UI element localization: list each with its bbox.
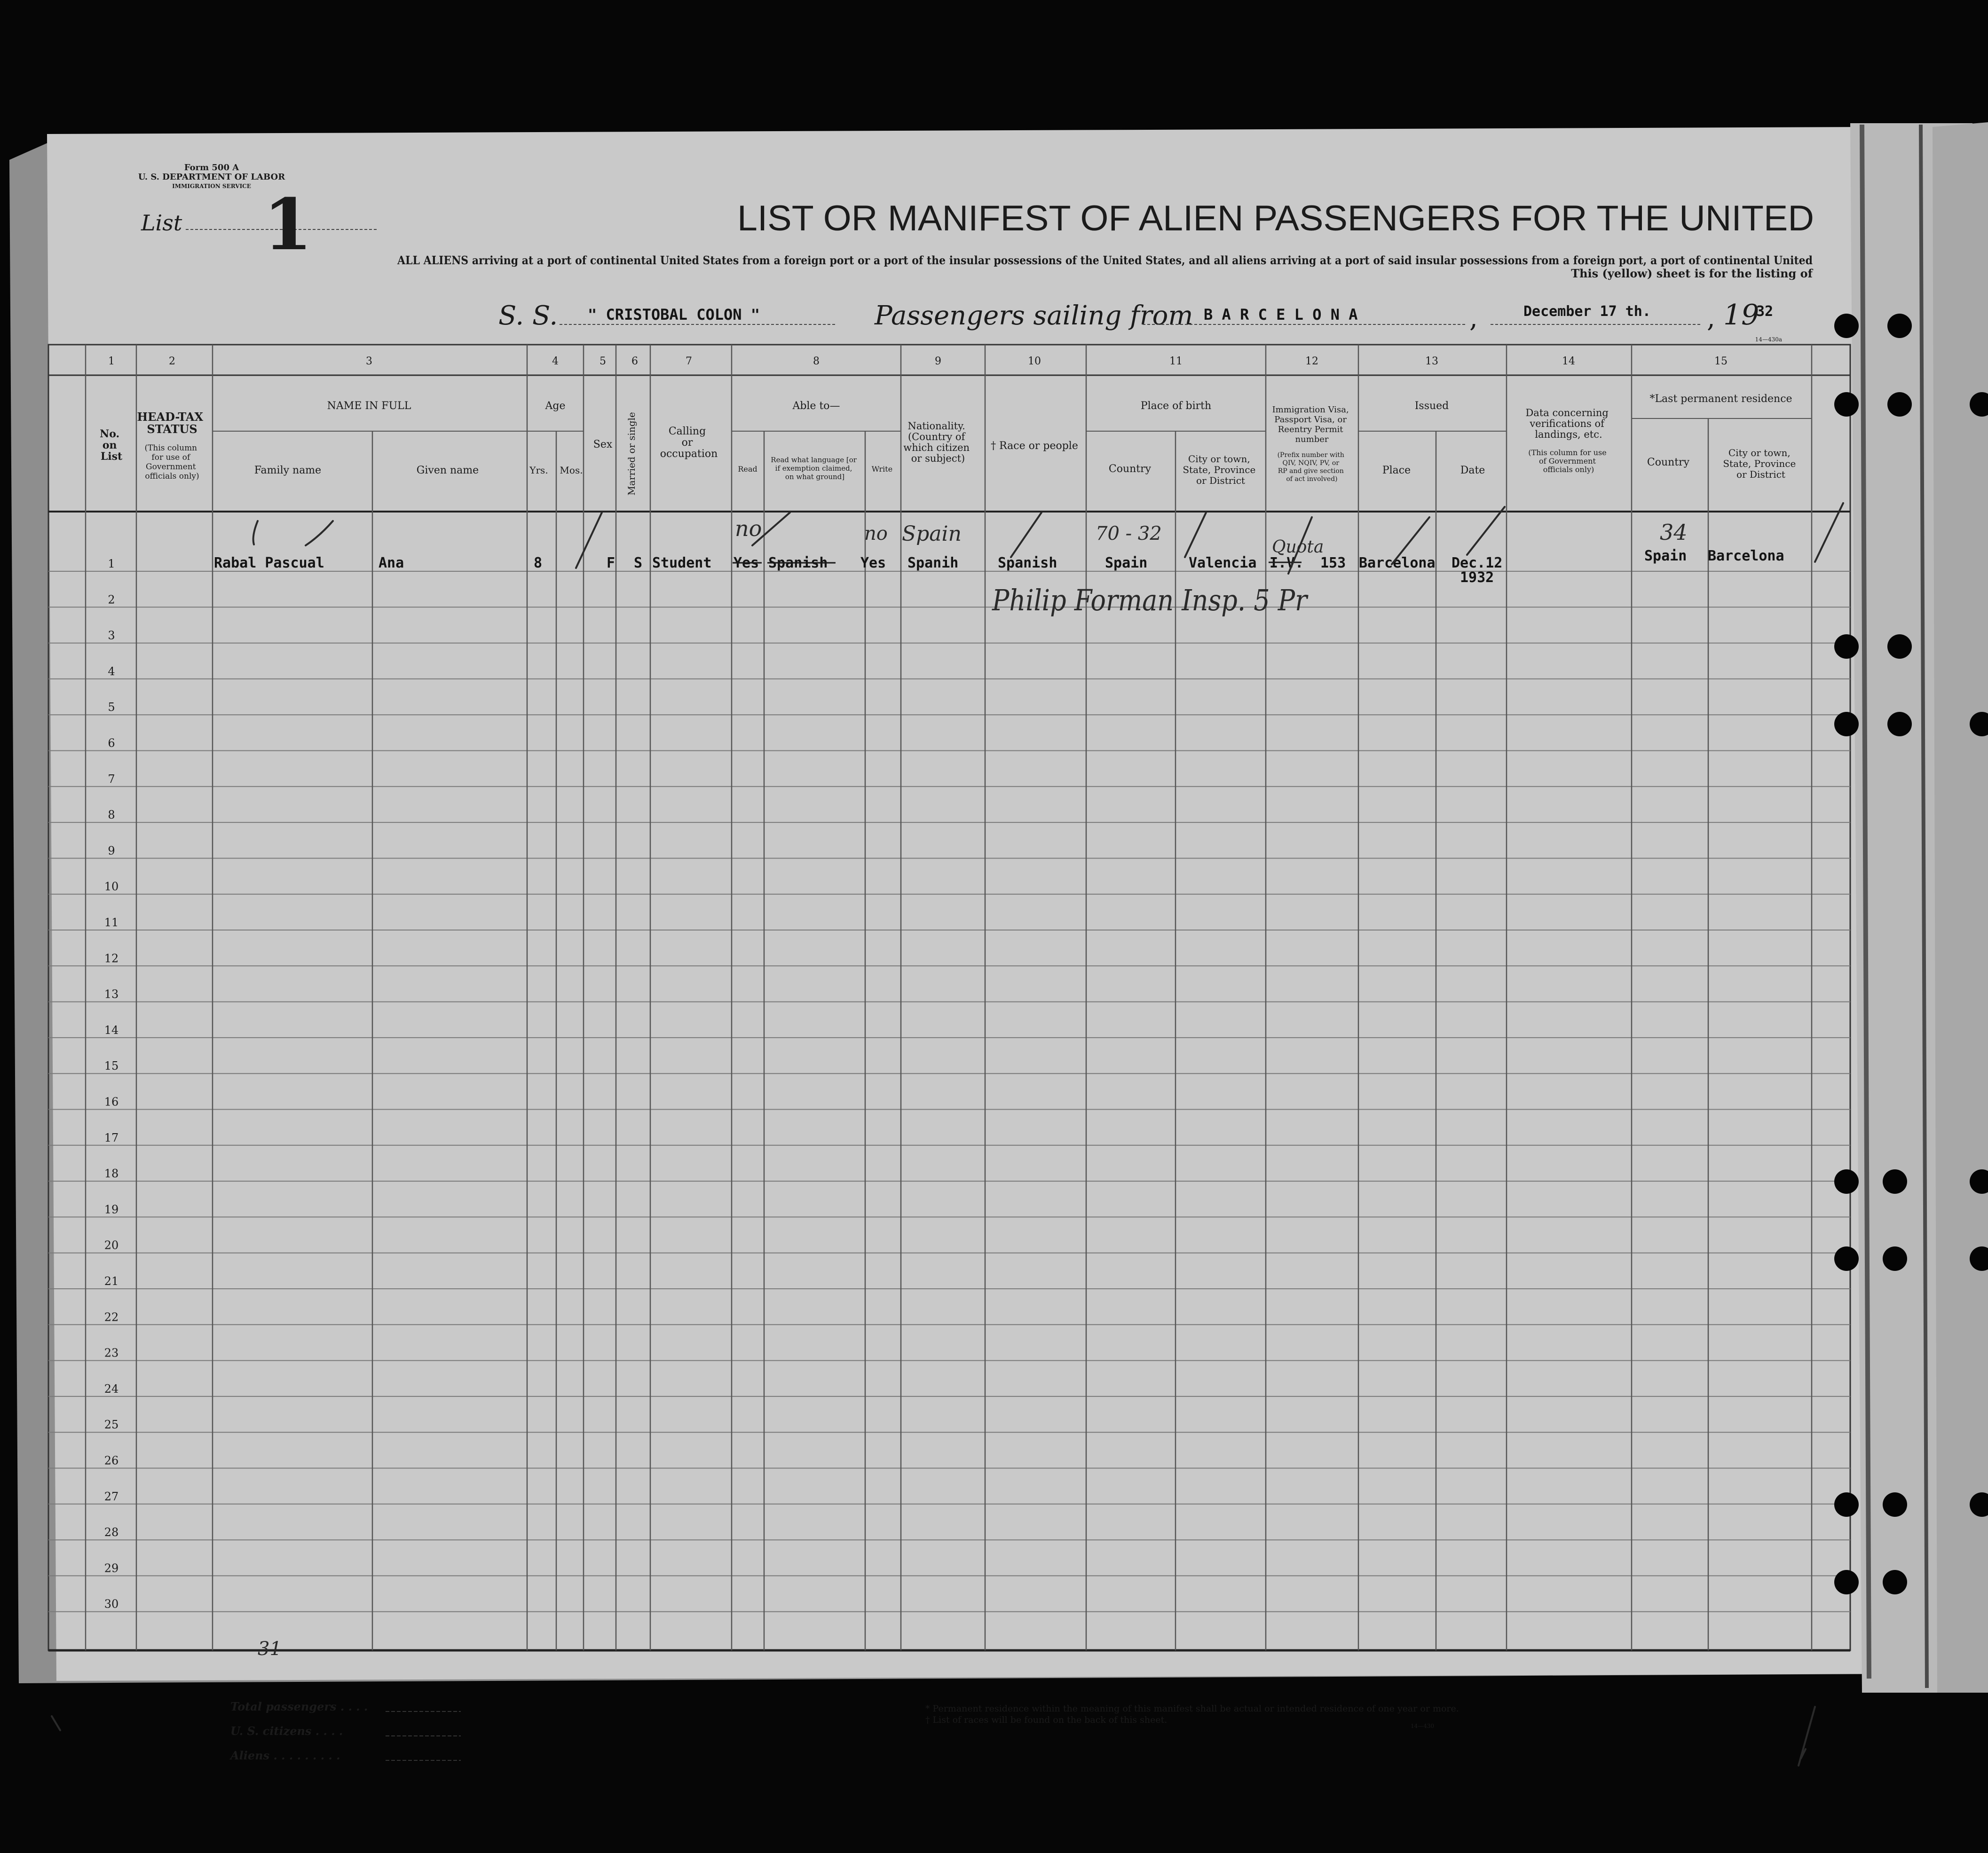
age-years: 8 [534,555,543,571]
birth-annotation: 70 - 32 [1096,523,1162,544]
column-number: 5 [600,355,606,367]
row-number: 27 [104,1490,119,1503]
header-yrs: Yrs. [529,465,548,476]
year-suffix: 32 [1756,303,1774,320]
header-nationality: Nationality. (Country of which citizen or subject) [903,420,970,464]
manifest-subtitle-2: This (yellow) sheet is for the listing of [1571,267,1813,280]
header-mos: Mos. [560,465,583,476]
row-number: 24 [104,1382,119,1396]
given-name: Ana [379,555,404,571]
row-number: 12 [104,952,119,965]
punch-hole [1834,1492,1859,1517]
column-number: 4 [552,355,559,367]
punch-hole [1883,1169,1907,1194]
row-number: 13 [104,987,119,1001]
header-data-concerning: Data concerning verifications of landings, etc. [1525,407,1609,440]
us-citizens: U. S. citizens . . . . [230,1724,343,1738]
header-res-country: Country [1647,457,1690,468]
total-passengers: Total passengers . . . . [230,1700,368,1713]
header-res-city: City or town, State, Province or District [1723,447,1796,480]
header-no-on-list: No. on List [100,428,123,463]
column-number: 3 [366,355,372,367]
row-number: 29 [104,1561,119,1575]
margin-note: 31 [258,1638,282,1660]
header-last-residence: *Last permanent residence [1649,393,1792,405]
write: Yes [860,555,886,571]
header-visa-note: (Prefix number with QIV, NQIV, PV, or RP and give section of act involved) [1277,451,1344,483]
write-annotation: no [864,523,888,544]
punch-hole [1883,1246,1907,1271]
manifest-footer [229,1700,1459,1762]
race: Spanish [998,555,1057,571]
header-read: Read [738,465,757,473]
married-single: S [634,555,643,571]
row-number: 25 [104,1418,119,1432]
read: Yes [734,555,759,571]
row-number: 11 [104,916,119,929]
row-number: 18 [104,1167,119,1181]
row-number: 16 [104,1095,119,1109]
row-number: 15 [104,1059,119,1073]
header-issued-place: Place [1382,465,1411,476]
comma-2: , [1707,303,1715,333]
punch-hole [1834,1246,1859,1271]
birth-country: Spain [1105,555,1148,571]
row-number: 28 [104,1526,119,1539]
sex: F [607,555,615,571]
header-given-name: Given name [416,465,479,476]
sailing-date: December 17 th. [1523,303,1651,320]
issued-date-line-1: Dec.12 [1452,555,1503,571]
punch-hole [1834,1570,1859,1594]
punch-hole [1887,712,1912,736]
small-code: 14—430a [1755,336,1782,343]
punch-hole [1883,1492,1907,1517]
read-language: Spanish [768,555,828,571]
column-number: 13 [1425,355,1438,367]
row-number: 9 [108,844,115,858]
column-number: 6 [631,355,638,367]
column-number: 14 [1562,355,1575,367]
column-number: 10 [1028,355,1041,367]
row-number: 2 [108,593,115,607]
row-number: 1 [108,557,115,570]
row-number: 23 [104,1346,119,1360]
column-number: 1 [108,355,115,367]
row-number: 30 [104,1597,119,1611]
row-number: 21 [104,1275,119,1288]
header-age: Age [545,400,566,412]
punch-hole [1887,634,1912,659]
family-name: Rabal Pascual [214,555,324,571]
row-number: 19 [104,1203,119,1216]
column-number: 9 [935,355,941,367]
read-annotation: no [735,516,762,541]
immigration-service: IMMIGRATION SERVICE [172,183,251,189]
punch-hole [1834,1169,1859,1194]
header-visa: Immigration Visa, Passport Visa, or Reentry Permit number [1272,405,1349,444]
row-number: 22 [104,1310,119,1324]
header-race: † Race or people [991,440,1078,452]
far-right-sheet [1933,122,1988,1693]
ship-name: " CRISTOBAL COLON " [588,306,760,323]
visa-annotation: Quota [1272,537,1324,557]
paper-sheet [47,127,1885,1681]
birth-city: Valencia [1189,555,1257,571]
footnote-code: 14—430 [1411,1723,1435,1729]
sailing-label: Passengers sailing from [875,300,1193,331]
header-able-to: Able to— [792,400,840,412]
comma-1: , [1469,303,1478,333]
punch-hole [1834,634,1859,659]
row-number: 4 [108,664,115,678]
header-issued: Issued [1414,400,1449,412]
footer-tick-2 [1799,1707,1815,1766]
manifest-subtitle-1: ALL ALIENS arriving at a port of continental United States from a foreign port or a port of the insular possessions of the United States, and all aliens arriving at a port of said insular possessions from a foreign port, a port of continental United [397,253,1813,267]
row-number: 20 [104,1238,119,1252]
occupation: Student [652,555,712,571]
punch-hole [1887,392,1912,417]
row-number: 17 [104,1131,119,1144]
header-sex: Sex [593,439,613,450]
port-name: B A R C E L O N A [1204,306,1358,323]
punch-hole [1834,712,1859,736]
residence-annotation: 34 [1660,520,1688,545]
header-issued-date: Date [1460,465,1485,476]
year-prefix: 19 [1723,299,1759,331]
list-number: 1 [263,183,313,266]
header-birth-country: Country [1108,463,1152,475]
row-number: 5 [108,701,115,714]
row-number: 26 [104,1454,119,1467]
row-number: 14 [104,1023,119,1037]
row-number: 7 [108,772,115,786]
column-number: 12 [1305,355,1318,367]
column-number: 15 [1714,355,1728,367]
row-number: 3 [108,629,115,642]
punch-hole [1883,1570,1907,1594]
issued-date-line-2: 1932 [1460,569,1494,586]
header-birth-city: City or town, State, Province or District [1183,453,1256,486]
row-number: 8 [108,808,115,822]
footnote-permanent: * Permanent residence within the meaning of this manifest shall be actual or intended residence of one year or more. [925,1703,1459,1714]
issued-place: Barcelona [1359,555,1436,571]
visa-struck: I.V. [1270,555,1304,571]
column-number: 2 [169,355,175,367]
header-write: Write [871,465,893,473]
footnote-races: † List of races will be found on the back of this sheet. [925,1715,1168,1725]
punch-hole [1834,314,1859,338]
residence-country: Spain [1644,548,1687,564]
punch-hole [1887,314,1912,338]
header-place-of-birth: Place of birth [1140,400,1212,412]
header-head-tax-note: (This column for use of Government officials only) [144,443,199,481]
footer-tick-1 [52,1716,60,1730]
department: U. S. DEPARTMENT OF LABOR [138,172,285,182]
header-married: Married or single [626,412,637,496]
aliens: Aliens . . . . . . . . . [230,1749,340,1762]
visa-number: 153 [1320,555,1346,571]
nationality-annotation: Spain [902,522,962,546]
manifest-title: LIST OR MANIFEST OF ALIEN PASSENGERS FOR THE UNITED [737,198,1814,238]
row-number: 10 [104,880,119,893]
inspector-signature-text: Philip Forman Insp. 5 Pr [992,583,1309,617]
header-family-name: Family name [254,465,322,476]
column-number: 7 [686,355,692,367]
header-data-note: (This column for use of Government officials only) [1528,448,1607,474]
punch-hole [1834,392,1859,417]
header-read-language: Read what language [or if exemption claimed, on what ground] [771,456,857,481]
form-number: Form 500 A [184,163,239,173]
column-number: 8 [813,355,820,367]
column-number: 11 [1169,355,1183,367]
row-number: 6 [108,736,115,750]
residence-city: Barcelona [1708,548,1784,564]
header-head-tax: HEAD-TAX STATUS [137,410,204,436]
list-label: List [141,210,182,236]
header-calling: Calling or occupation [660,426,718,460]
nationality: Spanih [907,555,959,571]
header-name-in-full: NAME IN FULL [327,400,411,412]
ss-label: S. S. [498,300,558,331]
